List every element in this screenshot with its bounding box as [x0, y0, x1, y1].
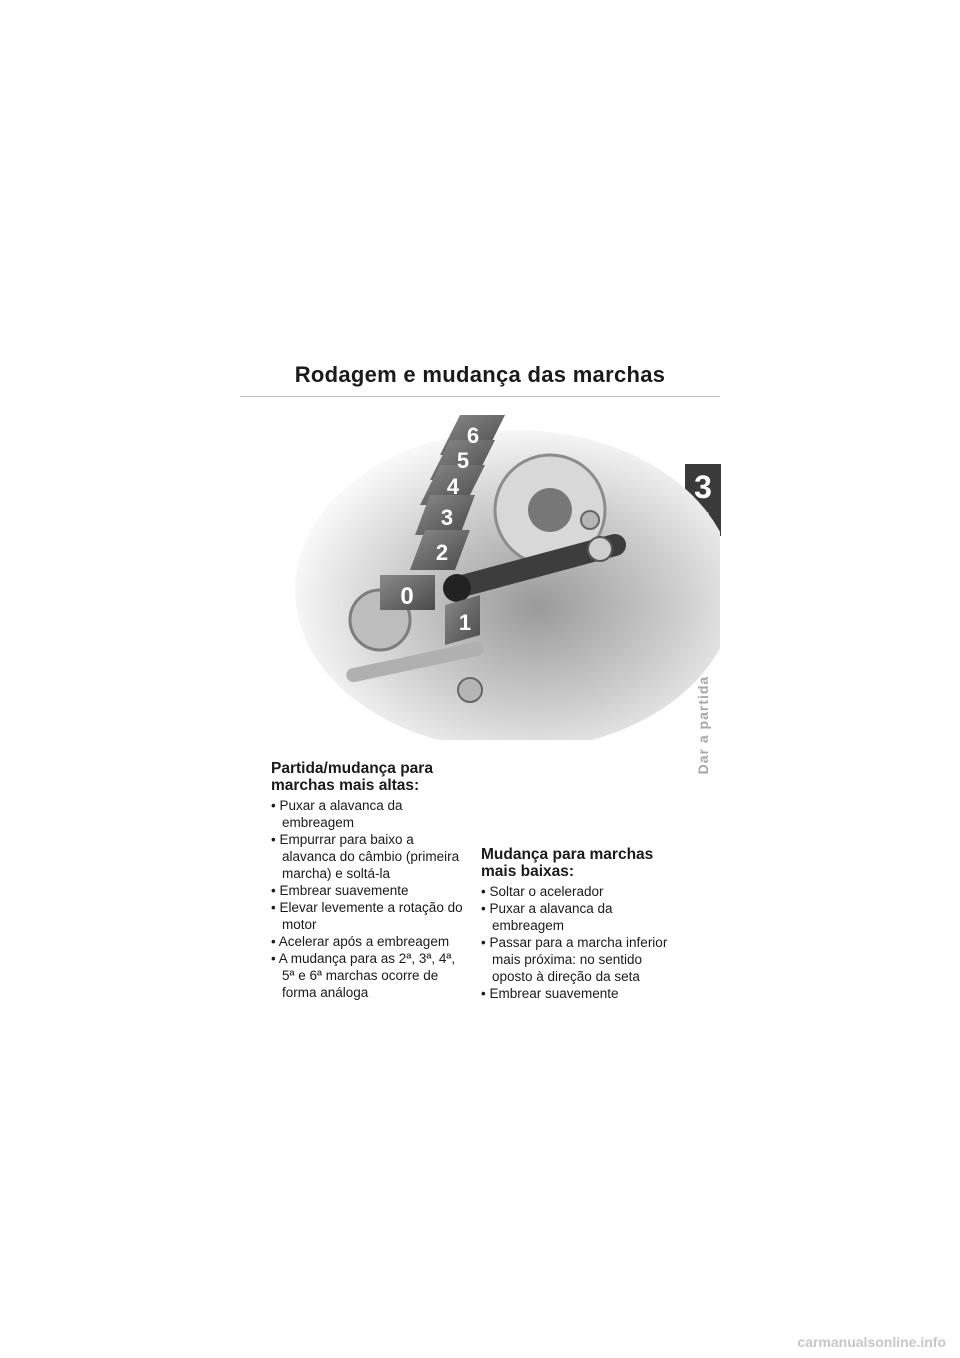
- gear-label-2: 2: [435, 540, 449, 565]
- gear-label-4: 4: [446, 474, 460, 499]
- gear-label-5: 5: [456, 448, 470, 473]
- list-item: • Puxar a alavanca da embreagem: [481, 900, 686, 934]
- downshift-list: [481, 883, 686, 1002]
- gear-shift-illustration: [285, 410, 720, 740]
- small-bolt: [581, 511, 599, 529]
- gear-shift-figure-svg: [285, 410, 720, 740]
- lever-pedal: [443, 574, 471, 602]
- list-item: • Embrear suavemente: [271, 882, 471, 899]
- gear-label-0: 0: [400, 583, 414, 610]
- downshift-heading: Mudança para marchas mais baixas:: [481, 846, 654, 880]
- pivot-bolt: [528, 488, 572, 532]
- downshift-section: [481, 846, 686, 1002]
- list-item: • Empurrar para baixo a alavanca do câmbio (primeira marcha) e soltá-la: [271, 831, 471, 882]
- gear-label-3: 3: [440, 505, 454, 530]
- list-item: • Elevar levemente a rotação do motor: [271, 899, 471, 933]
- lever-pivot: [588, 537, 612, 561]
- list-item: • Puxar a alavanca da embreagem: [271, 797, 471, 831]
- upshift-heading: Partida/mudança para marchas mais altas:: [271, 760, 433, 794]
- footer-watermark: carmanualsonline.info: [797, 1334, 946, 1350]
- gear-label-1: 1: [458, 610, 472, 635]
- upshift-list: [271, 797, 471, 1001]
- gear-label-6: 6: [466, 423, 480, 448]
- title-divider: [240, 396, 720, 397]
- upshift-section: [271, 760, 471, 1001]
- page-title: Rodagem e mudança das marchas: [294, 362, 666, 387]
- lower-bolt: [458, 678, 482, 702]
- list-item: • A mudança para as 2ª, 3ª, 4ª, 5ª e 6ª marchas ocorre de forma análoga: [271, 950, 471, 1001]
- list-item: • Embrear suavemente: [481, 985, 686, 1002]
- list-item: • Passar para a marcha inferior mais próxima: no sentido oposto à direção da seta: [481, 934, 686, 985]
- chapter-number: 3: [694, 469, 712, 505]
- list-item: • Soltar o acelerador: [481, 883, 686, 900]
- list-item: • Acelerar após a embreagem: [271, 933, 471, 950]
